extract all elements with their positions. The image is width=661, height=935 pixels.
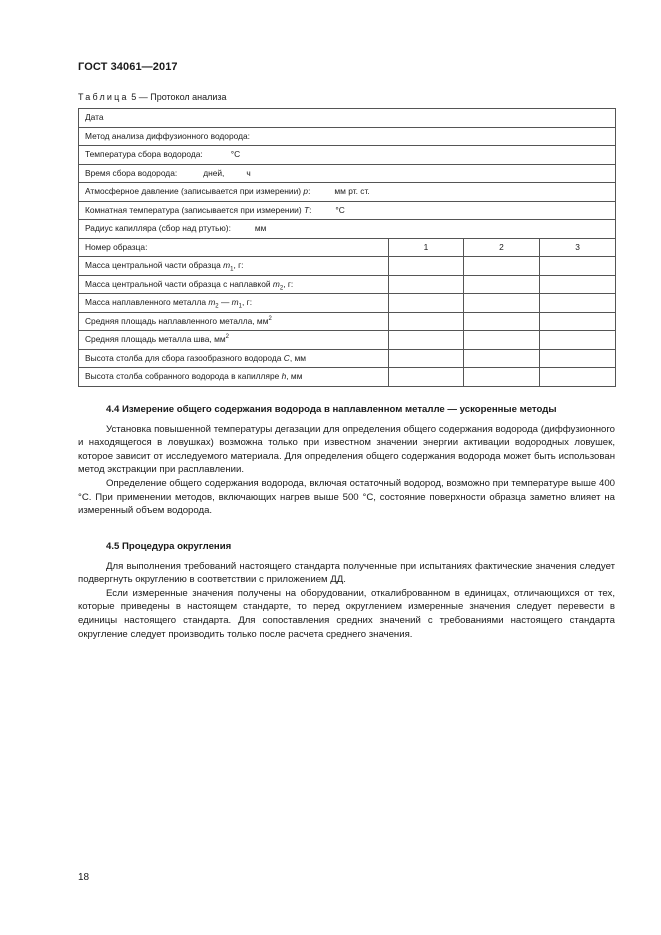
area-deposit-sup: 2 <box>268 315 272 322</box>
page-number: 18 <box>78 872 90 883</box>
time-label: Время сбора водорода: <box>85 167 178 178</box>
table-row <box>79 331 616 350</box>
mass-deposit-label <box>79 294 389 313</box>
radius-label: Радиус капилляра (сбор над ртутью): <box>85 223 231 234</box>
document-header: ГОСТ 34061—2017 <box>78 61 178 73</box>
value-cell <box>389 349 464 368</box>
table-row <box>79 238 616 257</box>
table-row <box>79 127 616 146</box>
section-4-5-heading: 4.5 Процедура округления <box>106 541 232 552</box>
room-temperature-var: T <box>303 204 310 215</box>
sample-number-label: Номер образца: <box>79 238 389 257</box>
section-4-4 <box>78 403 615 518</box>
value-cell <box>540 312 616 331</box>
table-row <box>79 146 616 165</box>
room-temperature-label: Комнатная температура (записывается при измерении) <box>85 204 302 215</box>
mass-deposit-text: Масса наплавленного металла <box>85 297 206 308</box>
height-gas-label <box>79 349 389 368</box>
height-capillary-var: h <box>281 371 287 382</box>
mass-weld-text: Масса центральной части образца с наплавкой <box>85 278 271 289</box>
mass-deposit-unit: , г: <box>242 297 253 308</box>
pressure-unit: мм рт. ст. <box>334 186 370 197</box>
mass-deposit-var-b: m <box>231 297 239 308</box>
method-cell: Метод анализа диффузионного водорода: <box>79 127 616 146</box>
sample-number-2: 2 <box>464 238 540 257</box>
value-cell <box>464 331 540 350</box>
value-cell <box>389 257 464 276</box>
table-caption <box>78 92 227 102</box>
mass-weld-sub: 2 <box>279 285 284 292</box>
mass-deposit-var-a: m <box>208 297 216 308</box>
table-row <box>79 109 616 128</box>
time-days: дней, <box>203 167 225 178</box>
height-gas-var: C <box>283 352 290 363</box>
section-4-4-paragraph-1: Установка повышенной температуры дегазации для определения общего содержания водорода (диффузионного и находящегося в ловушках) возможна только при известном значении энергии активации водородных ловушек, которое зависит от исследуемого материала. Для определения общего содержания водорода может быть использован метод экстракции при расплавлении. <box>78 423 615 476</box>
table-row <box>79 368 616 387</box>
height-capillary-text: Высота столба собранного водорода в капилляре <box>85 371 280 382</box>
table-row <box>79 257 616 276</box>
temperature-unit: °C <box>230 149 241 160</box>
height-capillary-unit: , мм <box>286 371 303 382</box>
value-cell <box>464 368 540 387</box>
table-row <box>79 164 616 183</box>
mass-deposit-sub-a: 2 <box>215 303 219 310</box>
value-cell <box>464 312 540 331</box>
pressure-var: p <box>303 186 309 197</box>
analysis-protocol-table <box>78 108 616 387</box>
table-row <box>79 312 616 331</box>
area-weld-text: Средняя площадь металла шва, мм <box>85 334 226 345</box>
value-cell <box>389 275 464 294</box>
section-4-4-paragraph-2: Определение общего содержания водорода, включая остаточный водород, возможно при температуре выше 400 °С. При применении методов, включающих нагрев выше 500 °С, состояние поверхности образца заметно влияет на измеренный объем водорода. <box>78 477 615 517</box>
value-cell <box>540 257 616 276</box>
mass-center-sub: 1 <box>230 266 234 273</box>
value-cell <box>540 331 616 350</box>
temperature-label: Температура сбора водорода: <box>85 149 203 160</box>
table-row <box>79 349 616 368</box>
area-deposit-label <box>79 312 389 331</box>
table-row <box>79 275 616 294</box>
height-gas-text: Высота столба для сбора газообразного водорода <box>85 352 282 363</box>
pressure-label: Атмосферное давление (записывается при измерении) <box>85 186 302 197</box>
height-gas-unit: , мм <box>289 352 306 363</box>
mass-weld-unit: , г: <box>283 278 294 289</box>
table-row <box>79 183 616 202</box>
mass-center-text: Масса центральной части образца <box>85 260 221 271</box>
area-weld-sup: 2 <box>225 334 229 341</box>
sample-number-3: 3 <box>540 238 616 257</box>
table-caption-word: Таблица <box>78 92 129 102</box>
area-weld-label <box>79 331 389 350</box>
room-temperature-unit: °C <box>335 204 345 215</box>
value-cell <box>389 312 464 331</box>
mass-center-var: m <box>223 260 231 271</box>
value-cell <box>389 294 464 313</box>
radius-unit: мм <box>254 223 267 234</box>
table-caption-title: 5 — Протокол анализа <box>131 92 227 102</box>
section-4-5-paragraph-1: Для выполнения требований настоящего стандарта полученные при испытаниях фактические значения следует подвергнуть округлению в соответствии с приложением ДД. <box>78 560 615 586</box>
time-hours: ч <box>246 167 251 178</box>
radius-cell <box>79 220 616 239</box>
section-4-5-paragraph-2: Если измеренные значения получены на оборудовании, откалиброванном в единицах, отличающихся от тех, которые приведены в настоящем стандарте, то перед округлением измеренные значения следует перевести в единицы настоящего стандарта. Для сопоставления средних значений с требованиями настоящего стандарта округление следует производить только после расчета среднего значения. <box>78 587 615 640</box>
table-row <box>79 201 616 220</box>
value-cell <box>464 257 540 276</box>
value-cell <box>464 294 540 313</box>
pressure-cell: Атмосферное давление (записывается при измерении) p: мм рт. ст. <box>79 183 616 202</box>
value-cell <box>464 275 540 294</box>
section-4-5 <box>78 540 615 641</box>
value-cell <box>540 275 616 294</box>
area-deposit-text: Средняя площадь наплавленного металла, мм <box>85 315 269 326</box>
value-cell <box>389 368 464 387</box>
value-cell <box>389 331 464 350</box>
value-cell <box>464 349 540 368</box>
table-row <box>79 220 616 239</box>
height-capillary-label <box>79 368 389 387</box>
value-cell <box>540 349 616 368</box>
value-cell <box>540 294 616 313</box>
mass-weld-label <box>79 275 389 294</box>
date-cell: Дата <box>79 109 616 128</box>
value-cell <box>540 368 616 387</box>
mass-deposit-sub-b: 1 <box>238 303 242 310</box>
section-4-4-heading: 4.4 Измерение общего содержания водорода в наплавленном металле — ускоренные методы <box>106 404 557 415</box>
mass-deposit-dash: — <box>220 297 230 308</box>
room-temperature-cell: Комнатная температура (записывается при измерении) T: °C <box>79 201 616 220</box>
temperature-cell <box>79 146 616 165</box>
table-row <box>79 294 616 313</box>
mass-center-label <box>79 257 389 276</box>
time-cell <box>79 164 616 183</box>
mass-center-unit: , г: <box>233 260 244 271</box>
sample-number-1: 1 <box>389 238 464 257</box>
mass-weld-var: m <box>272 278 280 289</box>
